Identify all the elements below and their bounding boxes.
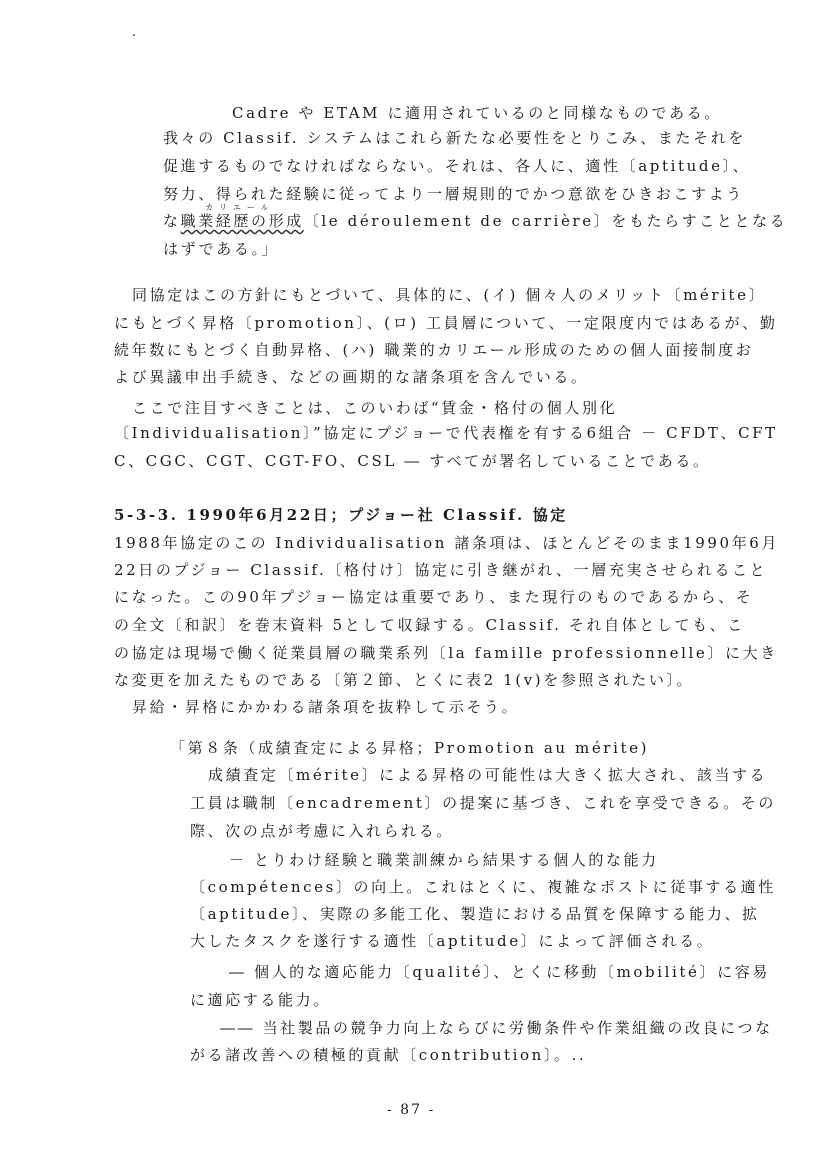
quote2-line11: ―― 当社製品の競争力向上ならびに労働条件や作業組織の改良につな bbox=[220, 1019, 773, 1037]
para1-line3: 続年数にもとづく自動昇格、(ハ) 職業的カリエール形成のための個人面接制度お bbox=[114, 341, 754, 359]
para1-line2: にもとづく昇格〔promotion〕、(ロ) 工員層について、一定限度内ではあるが、勤 bbox=[114, 314, 778, 332]
para2-line1: ここで注目すべきことは、このいわば“賃金・格付の個人別化 bbox=[132, 399, 618, 417]
quote2-line9: ― 個人的な適応能力〔qualité〕、とくに移動〔mobilité〕に容易 bbox=[229, 963, 770, 981]
quote2-line12: がる諸改善への積極的貢献〔contribution〕。.. bbox=[190, 1046, 587, 1064]
quote2-line3: 工員は職制〔encadrement〕の提案に基づき、これを享受できる。その bbox=[190, 794, 776, 812]
para3-line6: な変更を加えたものである〔第２節、とくに表2 1(v)を参照されたい〕。 bbox=[114, 671, 695, 689]
quote2-line8: 大したタスクを遂行する適性〔aptitude〕によって評価される。 bbox=[190, 932, 715, 950]
quote1-line4: 努力、得られた経験に従ってより一層規則的でかつ意欲をひきおこすよう bbox=[163, 185, 744, 203]
para2-line2: 〔Individualisation〕”協定にプジョーで代表権を有する6組合 － CFDT、CFT bbox=[114, 424, 778, 442]
para3-line4: の全文〔和訳〕を巻末資料 5として収録する。Classif. それ自体としても、こ bbox=[114, 616, 745, 634]
ruby-carriere: カリエール bbox=[205, 203, 275, 212]
quote1-line3: 促進するものでなければならない。それは、各人に、適性〔aptitude〕、 bbox=[163, 157, 751, 175]
para3-line3: になった。この90年プジョー協定は重要であり、また現行のものであるから、そ bbox=[114, 588, 754, 606]
para1-line1: 同協定はこの方針にもとづいて、具体的に、(イ) 個々人のメリット〔mérite〕 bbox=[132, 286, 767, 304]
quote2-line4: 際、次の点が考慮に入れられる。 bbox=[190, 822, 455, 840]
quote1-line1: Cadre や ETAM に適用されているのと同様なものである。 bbox=[232, 104, 722, 122]
quote2-line6: 〔compétences〕の向上。これはとくに、複雑なポストに従事する適性 bbox=[190, 878, 776, 896]
quote1-line5-pre: な bbox=[163, 212, 181, 230]
quote2-line10: に適応する能力。 bbox=[190, 991, 331, 1009]
quote2-line7: 〔aptitude〕、実際の多能工化、製造における品質を保障する能力、拡 bbox=[190, 905, 760, 923]
para2-line3: C、CGC、CGT、CGT-FO、CSL ― すべてが署名していることである。 bbox=[114, 452, 711, 470]
quote1-line6: はずである。」 bbox=[163, 240, 280, 258]
quote1-line5-post: 〔le déroulement de carrière〕をもたらすこととなる bbox=[303, 212, 788, 230]
quote1-line5 bbox=[163, 211, 787, 231]
section-heading: 5-3-3. 1990年6月22日；プジョー社 Classif. 協定 bbox=[114, 506, 568, 524]
scan-speck bbox=[133, 34, 135, 36]
quote2-line1: 「第８条（成績査定による昇格；Promotion au mérite) bbox=[170, 739, 650, 757]
quote2-line5: － とりわけ経験と職業訓練から結果する個人的な能力 bbox=[229, 851, 659, 869]
quote2-line2: 成績査定〔mérite〕による昇格の可能性は大きく拡大され、該当する bbox=[208, 766, 768, 784]
para3-line2: 22日のプジョー Classif.〔格付け〕協定に引き継がれ、一層充実させられること bbox=[114, 561, 768, 579]
para3-line7: 昇給・昇格にかかわる諸条項を抜粋して示そう。 bbox=[132, 698, 520, 716]
page-number: - 87 - bbox=[387, 1102, 436, 1118]
para1-line4: よび異議申出手続き、などの画期的な諸条項を含んでいる。 bbox=[114, 368, 589, 386]
para3-line1: 1988年協定のこの Individualisation 諸条項は、ほとんどそのまま1990年6月 bbox=[114, 534, 780, 552]
para3-line5: の協定は現場で働く従業員層の職業系列〔la famille professionnelle〕に大き bbox=[114, 644, 778, 662]
career-formation-term: 職業経歴の形成 bbox=[180, 212, 304, 230]
quote1-line2: 我々の Classif. システムはこれら新たな必要性をとりこみ、またそれを bbox=[163, 129, 746, 147]
